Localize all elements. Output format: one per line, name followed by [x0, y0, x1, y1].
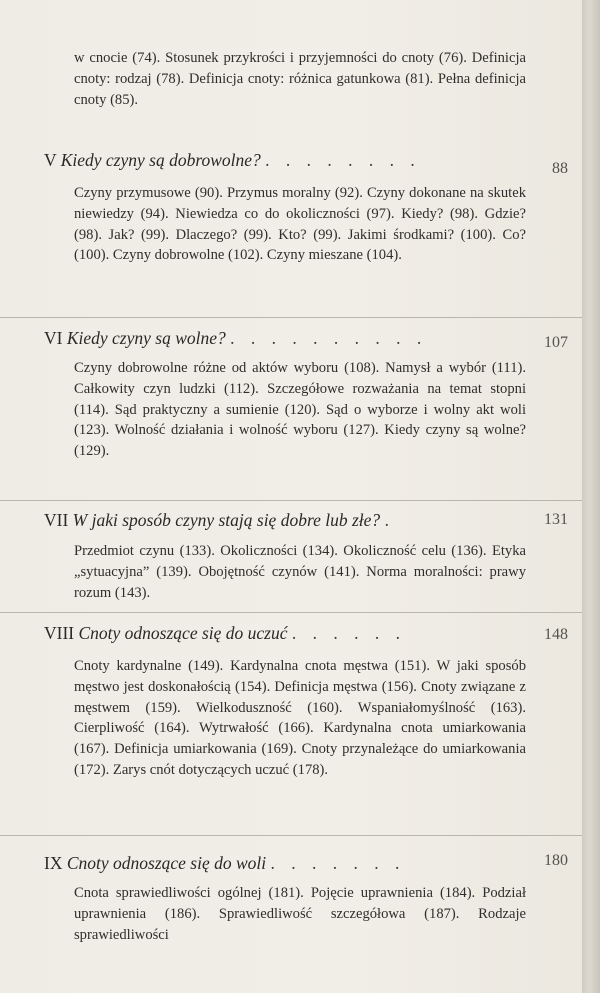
leader-dots: . . . . . .	[291, 623, 406, 643]
section-page-number: 107	[544, 334, 568, 351]
section-heading-viii	[44, 622, 534, 644]
section-page-number: 88	[552, 160, 568, 177]
section-heading-v	[44, 149, 534, 171]
section-page-number: 131	[544, 511, 568, 528]
leader-dots: . . . . . . .	[270, 853, 406, 873]
section-divider	[0, 612, 582, 613]
section-title: Cnoty odnoszące się do woli	[66, 853, 267, 873]
leader-dots: .	[384, 510, 395, 530]
page-edge	[582, 0, 600, 993]
section-numeral: IX	[44, 853, 63, 873]
section-page-number: 148	[544, 626, 568, 643]
section-heading-vii	[44, 509, 534, 531]
section-heading-ix	[44, 852, 534, 874]
section-numeral: VI	[44, 328, 63, 348]
section-summary: Przedmiot czynu (133). Okoliczności (134). Okoliczność celu (136). Etyka „sytuacyjna” (139). Obojętność czynów (141). Norma moralności: prawy rozum (143).	[74, 543, 526, 601]
section-numeral: VII	[44, 510, 69, 530]
section-title: W jaki sposób czyny stają się dobre lub złe?	[72, 510, 381, 530]
leader-dots: . . . . . . . . . .	[230, 328, 428, 348]
leader-dots: . . . . . . . .	[265, 150, 421, 170]
section-divider	[0, 500, 582, 501]
section-summary: Cnoty kardynalne (149). Kardynalna cnota męstwa (151). W jaki sposób męstwo jest doskonałością (154). Definicja męstwa (156). Cnoty związane z męstwem (159). Wielkoduszność (160). Wspaniałomyślność (163). Cierpliwość (164). Wytrwałość (166). Kardynalna cnota umiarkowania (167). Definicja umiarkowania (169). Cnoty przynależące do umiarkowania (172). Zarys cnót dotyczących uczuć (178).	[74, 658, 526, 778]
section-divider	[0, 317, 582, 318]
section-heading-vi	[44, 327, 534, 349]
section-numeral: V	[44, 150, 57, 170]
section-numeral: VIII	[44, 623, 75, 643]
section-summary: Czyny przymusowe (90). Przymus moralny (92). Czyny dokonane na skutek niewiedzy (94). Niewiedza co do okoliczności (97). Kiedy? (98). Gdzie? (98). Jak? (99). Dlaczego? (99). Kto? (99). Jakimi środkami? (100). Co? (100). Czyny dobrowolne (102). Czyny mieszane (104).	[74, 185, 526, 264]
section-title: Kiedy czyny są dobrowolne?	[60, 150, 261, 170]
section-summary: Czyny dobrowolne różne od aktów wyboru (108). Namysł a wybór (111). Całkowity czyn ludzki (112). Szczegółowe rozważania na temat stopni (114). Sąd praktyczny a sumienie (120). Sąd o wyborze i wolny akt woli (123). Wolność działania i wolność wyboru (127). Kiedy czyny są wolne? (129).	[74, 360, 526, 460]
section-title: Cnoty odnoszące się do uczuć	[78, 623, 288, 643]
section-page-number: 180	[544, 852, 568, 869]
section-divider	[0, 835, 582, 836]
section-summary: Cnota sprawiedliwości ogólnej (181). Pojęcie uprawnienia (184). Podział uprawnienia (186). Sprawiedliwość szczegółowa (187). Rodzaje sprawiedliwości	[74, 885, 526, 943]
section-title: Kiedy czyny są wolne?	[66, 328, 226, 348]
intro-paragraph: w cnocie (74). Stosunek przykrości i przyjemności do cnoty (76). Definicja cnoty: rodzaj (78). Definicja cnoty: różnica gatunkowa (81). Pełna definicja cnoty (85).	[74, 50, 526, 108]
